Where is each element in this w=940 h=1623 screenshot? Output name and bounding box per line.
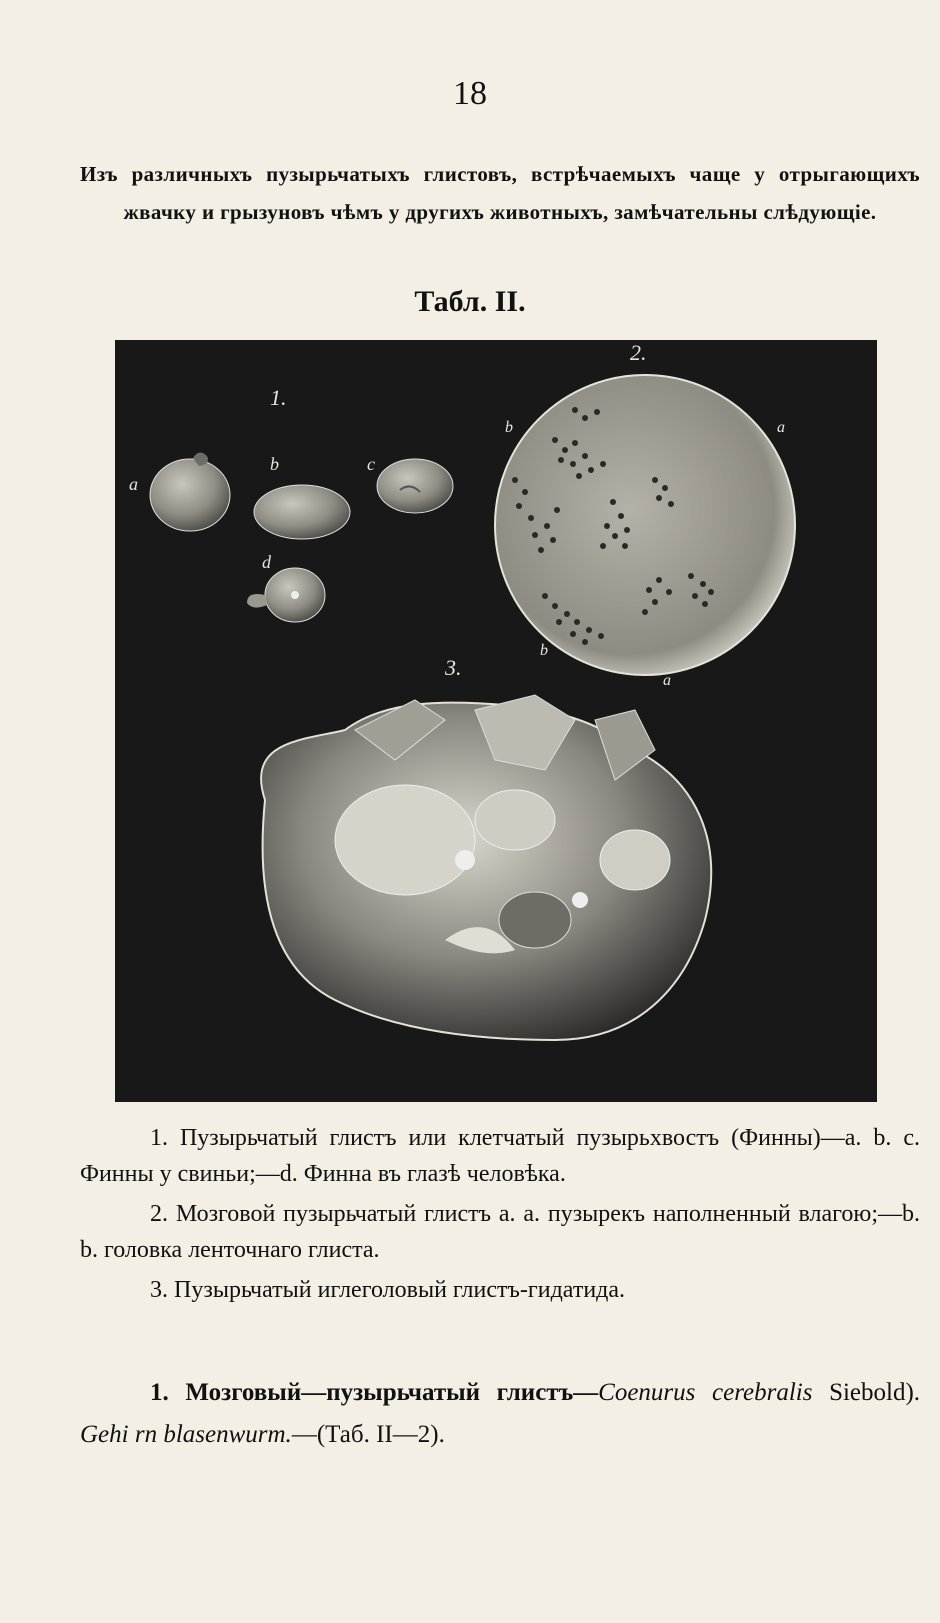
label-d-fig1: d [262,552,271,572]
label-c-fig1: c [367,454,375,474]
figure-3-hydatid [261,695,711,1040]
label-b-fig2-bottom: b [540,642,548,659]
engraving-illustration [115,340,877,1102]
caption-1: 1. Пузырьчатый глистъ или клетчатый пузырьхвостъ (Финны)—a. b. c. Финны у свиньи;—d. Финна въ глазѣ человѣка. [80,1125,920,1187]
label-a-fig2-bottom: a [663,672,671,689]
label-fig1: 1. [270,385,287,410]
label-fig2: 2. [630,340,647,365]
engraving-plate [115,340,877,1102]
figure-2-bladder [495,375,795,675]
article-heading: Мозговый—пузырьчатый глистъ— [185,1379,599,1406]
label-a-fig2-top: a [777,419,785,436]
article-number: 1. [150,1379,169,1406]
label-b-fig1: b [270,454,279,474]
plate-title: Табл. II. [414,285,526,318]
plate-captions [80,1120,920,1312]
label-a-fig1: a [129,474,138,494]
intro-paragraph: Изъ различныхъ пузырьчатыхъ глистовъ, встрѣчаемыхъ чаще у отрыгающихъ жвачку и грызуновъ чѣмъ у другихъ животныхъ, замѣчательны слѣдующіе. [80,162,920,224]
article-reference: —(Таб. II—2). [291,1421,445,1448]
figure-1-cysts [150,452,453,622]
label-b-fig2-top: b [505,419,513,436]
caption-3: 3. Пузырьчатый иглеголовый глистъ-гидатида. [150,1277,626,1303]
article-latin-name: Coenurus cerebralis [598,1379,813,1406]
caption-2: 2. Мозговой пузырьчатый глистъ a. a. пузырекъ наполненный влагою;—b. b. головка ленточнаго глиста. [80,1201,920,1263]
label-fig3: 3. [445,655,462,680]
article-author: Siebold). [829,1379,921,1406]
article-entry [80,1372,920,1456]
article-german-name: Gehi rn blasenwurm. [80,1421,292,1448]
page-number: 18 [453,75,487,112]
